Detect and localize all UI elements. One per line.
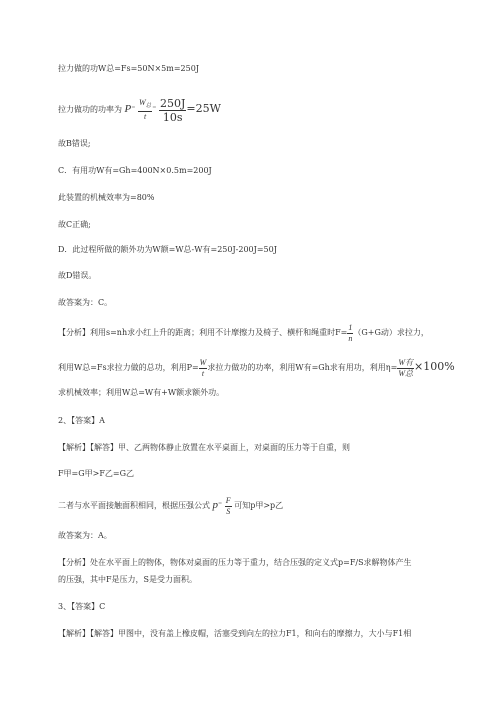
text-line: 故C正确; bbox=[58, 220, 91, 229]
fraction: $\frac{W_总}{t}$ bbox=[139, 98, 152, 121]
fraction: $\frac{\text{W有}}{\text{W总}}$ bbox=[398, 357, 413, 378]
analysis-line: 利用W总=Fs求拉力做的总功，利用P= $\frac{W}{t}$ 求拉力做功的功率，利用W有=Gh求有用功，利用η= $\frac{\text{W有}}{\text{W总}}$ ×100% bbox=[58, 357, 455, 378]
formula-line: 二者与水平面接触面积相同，根据压强公式 p= $\frac{F}{S}$ 可知p甲>p乙 bbox=[58, 495, 284, 516]
text-line: D．此过程所做的额外功为W额=W总-W有=250J-200J=50J bbox=[58, 245, 277, 254]
fraction: $\frac{F}{S}$ bbox=[225, 495, 231, 516]
text-line: 拉力做的功W总=Fs=50N×5m=250J bbox=[58, 64, 200, 73]
text-line: F甲=G甲>F乙=G乙 bbox=[58, 469, 134, 478]
text-line: 故答案为：A。 bbox=[58, 531, 112, 540]
fraction: $\frac{1}{n}$ bbox=[348, 322, 353, 343]
text-line: C．有用功W有=Gh=400N×0.5m=200J bbox=[58, 166, 212, 175]
text-line: 求机械效率；利用W总=W有+W额求额外功。 bbox=[58, 388, 225, 397]
power-symbol: P bbox=[124, 103, 132, 115]
formula-line: 拉力做功的功率为 P= $\frac{W_总}{t}$ = $\frac{250J}{10s}$ =25W bbox=[58, 96, 221, 124]
fraction: $\frac{250J}{10s}$ bbox=[159, 96, 186, 124]
section-heading: 3、【答案】C bbox=[58, 602, 106, 611]
analysis-line: 【分析】利用s=nh求小红上升的距离；利用不计摩擦力及椅子、横杆和绳重时F= $\frac{1}{n}$ （G+G动）求拉力， bbox=[58, 322, 429, 343]
text-line: 此装置的机械效率为=80% bbox=[58, 193, 155, 202]
text-line: 故答案为：C。 bbox=[58, 298, 113, 307]
text-line: 的压强，其中F是压力，S是受力面积。 bbox=[58, 575, 198, 584]
text-line: 【解析】【解答】甲、乙两物体静止放置在水平桌面上，对桌面的压力等于自重，则 bbox=[58, 443, 350, 452]
text-line: 故B错误; bbox=[58, 139, 91, 148]
text-line: 【分析】处在水平面上的物体，物体对桌面的压力等于重力，结合压强的定义式p=F/S求解物体产生 bbox=[58, 558, 412, 567]
section-heading: 2、【答案】A bbox=[58, 416, 105, 425]
text-line: 【解析】【解答】甲图中，没有盖上橡皮帽，活塞受到向左的拉力F1，和向右的摩擦力，大小与F1相 bbox=[58, 629, 412, 638]
fraction: $\frac{W}{t}$ bbox=[199, 357, 207, 378]
text-line: 故D错误。 bbox=[58, 271, 97, 280]
